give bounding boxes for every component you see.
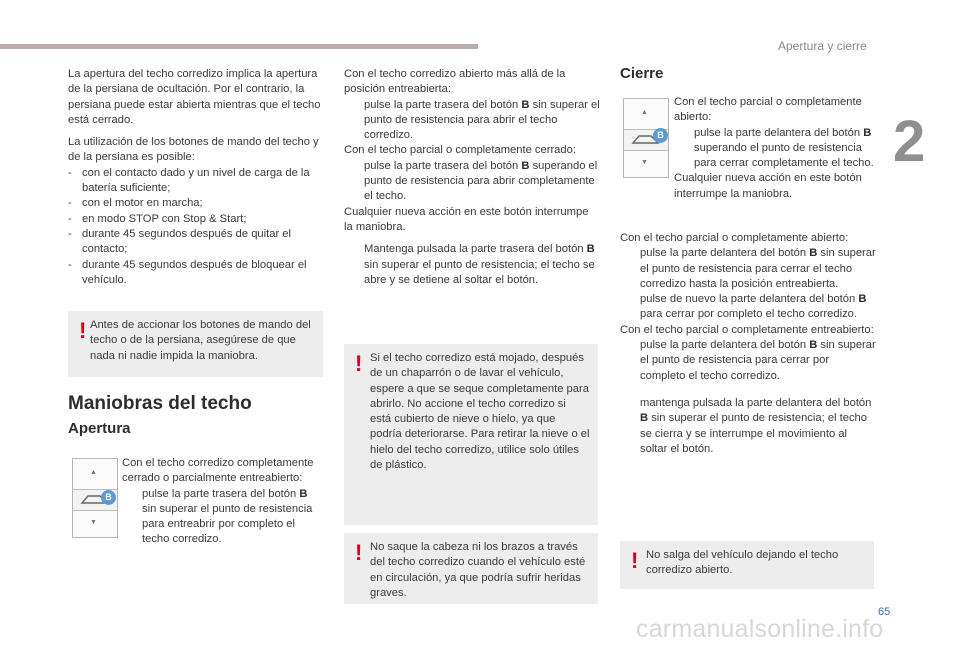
opening-heading: Apertura <box>68 420 131 438</box>
watermark: carmanualsonline.info <box>636 615 884 643</box>
list-item: Mantenga pulsada la parte trasera del botón B sin superar el punto de resistencia; el techo se abre y se detiene al soltar el botón. <box>364 243 595 286</box>
list-item: - durante 45 segundos después de quitar el contacto; <box>68 227 291 256</box>
chapter-number: 2 <box>893 109 926 174</box>
warning-box-head-arms <box>344 533 598 604</box>
maneuvers-section <box>68 393 324 438</box>
list-item: - con el motor en marcha; <box>68 197 203 210</box>
paragraph: Con el techo parcial o completamente abierto: <box>674 96 862 124</box>
warning-icon: ! <box>79 318 87 343</box>
paragraph: Con el techo parcial o completamente abierto: <box>620 232 849 244</box>
conditions-list <box>68 166 324 288</box>
closing-details <box>620 231 876 457</box>
warning-text: No saque la cabeza ni los brazos a través del techo corredizo cuando el vehículo esté en circulación, ya que podría sufrir heridas graves. <box>370 541 586 599</box>
list-item: pulse la parte trasera del botón B superando el punto de resistencia para abrir completamente el techo. <box>364 159 598 203</box>
opening-intro: Con el techo corredizo completamente cerrado o parcialmente entreabierto: <box>122 457 314 485</box>
page-number: 65 <box>878 606 891 618</box>
warning-icon: ! <box>355 351 363 376</box>
warning-box-leave-vehicle <box>620 541 874 589</box>
list-item: pulse de nuevo la parte delantera del botón B para cerrar por completo el techo corredizo. <box>640 293 867 321</box>
list-item: pulse la parte delantera del botón B superando el punto de resistencia para cerrar completamente el techo. <box>694 126 874 170</box>
warning-text: No salga del vehículo dejando el techo corredizo abierto. <box>646 549 839 577</box>
list-item: pulse la parte delantera del botón B sin superar el punto de resistencia para cerrar el techo corredizo hasta la posición entreabierta. <box>640 247 876 290</box>
closing-section <box>620 66 876 81</box>
list-item: mantenga pulsada la parte delantera del botón B sin superar el punto de resistencia; el techo se cierra y se interrumpe el movimiento al soltar el botón. <box>640 396 872 455</box>
warning-box-wet-roof <box>344 344 598 525</box>
opening-instructions <box>122 456 322 548</box>
list-item: - con el contacto dado y un nivel de carga de la batería suficiente; <box>68 166 310 195</box>
header-rule <box>0 44 478 49</box>
paragraph: Con el techo corredizo abierto más allá de la posición entreabierta: <box>344 68 566 96</box>
list-item: - en modo STOP con Stop & Start; <box>68 212 247 225</box>
down-arrow-icon: ▼ <box>641 159 648 166</box>
list-item: - durante 45 segundos después de bloquear el vehículo. <box>68 258 307 286</box>
up-arrow-icon: ▲ <box>641 109 648 116</box>
maneuvers-heading: Maniobras del techo <box>68 393 252 414</box>
closing-instructions <box>674 95 874 209</box>
paragraph: Con el techo parcial o completamente cerrado: <box>344 144 576 157</box>
conditions-paragraph: La utilización de los botones de mando del techo y de la persiana es posible: <box>68 136 319 164</box>
paragraph: Cualquier nueva acción en este botón interrumpe la maniobra. <box>344 205 589 233</box>
paragraph: Cualquier nueva acción en este botón interrumpe la maniobra. <box>674 172 862 200</box>
button-b-badge: B <box>653 128 668 143</box>
closing-heading: Cierre <box>620 65 664 82</box>
warning-text: Antes de accionar los botones de mando del techo o de la persiana, asegúrese de que nada ni nadie impida la maniobra. <box>90 319 311 362</box>
warning-icon: ! <box>631 548 639 573</box>
list-item: pulse la parte trasera del botón B sin superar el punto de resistencia para entreabrir por completo el techo corredizo. <box>142 487 313 546</box>
list-item: pulse la parte trasera del botón B sin superar el punto de resistencia para abrir el techo corredizo. <box>364 98 600 142</box>
warning-box-controls <box>68 311 323 377</box>
warning-icon: ! <box>355 540 363 565</box>
section-title: Apertura y cierre <box>778 39 867 53</box>
intro-paragraph: La apertura del techo corredizo implica la apertura de la persiana de ocultación. Por el contrario, la persiana puede estar abierta mientras que el techo está cerrado. <box>68 68 321 126</box>
column-2 <box>344 67 600 288</box>
paragraph: Con el techo parcial o completamente entreabierto: <box>620 323 874 336</box>
list-item: pulse la parte delantera del botón B sin superar el punto de resistencia para cerrar por completo el techo corredizo. <box>640 339 876 382</box>
down-arrow-icon: ▼ <box>90 519 97 526</box>
up-arrow-icon: ▲ <box>90 469 97 476</box>
button-b-badge: B <box>101 490 116 505</box>
warning-text: Si el techo corredizo está mojado, después de un chaparrón o de lavar el vehículo, espere a que se seque completamente para abrirlo. No accione el techo corredizo si está cubierto de nieve o hielo, ya que podría deteriorarse. Para retirar la nieve o el hielo del techo corredizo, utilice solo útiles de plástico. <box>370 352 590 472</box>
column-1 <box>68 67 324 288</box>
